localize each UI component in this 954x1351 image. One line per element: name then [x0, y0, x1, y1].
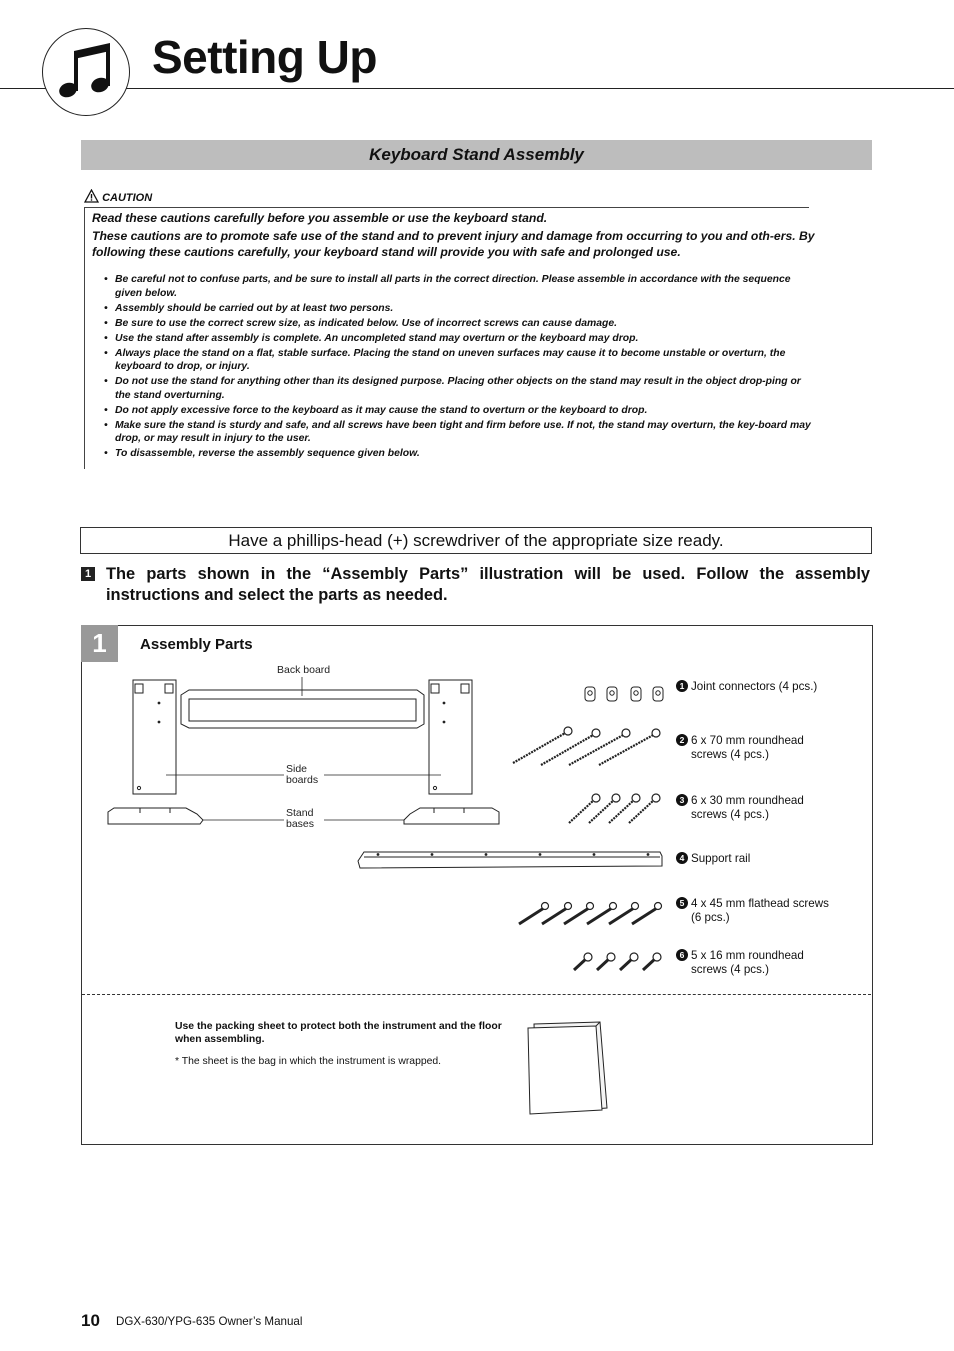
packing-subnote: * The sheet is the bag in which the instrument is wrapped.: [175, 1056, 442, 1067]
part-number: 5: [676, 897, 688, 909]
part-item: [676, 949, 804, 977]
caution-item: • Make sure the stand is sturdy and safe, and all screws have been tight and firm before use. If not, the stand may overturn, the key-board may drop, or may result in injury to the user.: [104, 419, 819, 446]
caution-item: • Be sure to use the correct screw size, as indicated below. Use of incorrect screws can cause damage.: [104, 317, 819, 331]
step-text: The parts shown in the “Assembly Parts” illustration will be used. Follow the assembly instructions and select the parts as needed.: [106, 565, 870, 604]
page-number: 10: [81, 1311, 100, 1330]
caution-item: • Use the stand after assembly is complete. An uncompleted stand may overturn or the keyboard may drop.: [104, 332, 819, 346]
part-name: 6 x 70 mm roundhead: [691, 734, 804, 747]
figure-number: 1: [81, 625, 118, 662]
caution-intro-2: These cautions are to promote safe use of the stand and to prevent injury and damage from occurring to you and oth-ers. By following these cautions carefully, your keyboard stand will provide you with safe and prolonged use.: [92, 229, 815, 259]
screws-30mm-illustration: [569, 800, 654, 823]
step-number: 1: [81, 567, 95, 581]
part-name: Joint connectors (4 pcs.): [691, 680, 818, 693]
part-number: 2: [676, 734, 688, 746]
label-side-boards-line2: boards: [286, 774, 319, 786]
part-name: 6 x 30 mm roundhead: [691, 794, 804, 807]
packing-note: Use the packing sheet to protect both the instrument and the floor when assembling.: [175, 1021, 502, 1045]
caution-item: • Do not apply excessive force to the keyboard as it may cause the stand to overturn or the keyboard to drop.: [104, 404, 819, 418]
screws-45mm-illustration: [519, 908, 657, 924]
side-board-left-illustration: [133, 680, 176, 794]
label-stand-bases-line2: bases: [286, 818, 315, 830]
part-name-line2: (6 pcs.): [691, 911, 730, 924]
part-name-line2: screws (4 pcs.): [691, 808, 769, 821]
label-stand-bases-line1: Stand: [286, 807, 314, 819]
dashed-divider: [82, 994, 871, 995]
back-board-illustration: [181, 690, 424, 728]
caution-intro-1: Read these cautions carefully before you assemble or use the keyboard stand.: [92, 211, 548, 225]
footer-manual-title: DGX-630/YPG-635 Owner’s Manual: [116, 1315, 303, 1328]
part-name: 5 x 16 mm roundhead: [691, 949, 804, 962]
joint-connectors-illustration: [585, 687, 663, 701]
caution-label: CAUTION: [102, 192, 153, 204]
part-name-line2: screws (4 pcs.): [691, 963, 769, 976]
figure-title: Assembly Parts: [140, 636, 253, 653]
part-name: Support rail: [691, 852, 751, 865]
stand-base-right-illustration: [404, 808, 499, 824]
caution-item: • To disassemble, reverse the assembly sequence given below.: [104, 447, 819, 461]
part-item: [676, 897, 829, 925]
screw-heads-45mm: [542, 903, 662, 910]
support-rail-illustration: [358, 852, 662, 868]
screw-heads-70mm: [564, 727, 660, 737]
part-number: 4: [676, 852, 688, 864]
page-title: Setting Up: [152, 31, 377, 83]
part-number: 1: [676, 680, 688, 692]
part-item: [676, 794, 804, 822]
label-back-board: Back board: [277, 664, 331, 676]
screw-heads-30mm: [592, 794, 660, 802]
part-number: 3: [676, 794, 688, 806]
part-item: [676, 852, 750, 866]
caution-item: • Always place the stand on a flat, stable surface. Placing the stand on uneven surfaces may cause it to become unstable or overturn, the keyboard to drop, or injury.: [104, 347, 819, 374]
screws-70mm-illustration: [513, 732, 655, 765]
part-name-line2: screws (4 pcs.): [691, 748, 769, 761]
screw-heads-16mm: [584, 953, 661, 961]
label-side-boards-line1: Side: [286, 763, 308, 775]
part-item: [676, 680, 817, 694]
part-name: 4 x 45 mm flathead screws: [691, 897, 829, 910]
tools-note: Have a phillips-head (+) screwdriver of the appropriate size ready.: [80, 527, 872, 554]
packing-sheet-illustration: [528, 1022, 607, 1114]
part-item: [676, 734, 804, 762]
section-title: Keyboard Stand Assembly: [369, 145, 584, 164]
caution-item: • Do not use the stand for anything other than its designed purpose. Placing other objects on the stand may result in the object drop-ping or the stand overturning.: [104, 375, 819, 402]
caution-item: • Assembly should be carried out by at least two persons.: [104, 302, 819, 316]
part-number: 6: [676, 949, 688, 961]
caution-item: • Be careful not to confuse parts, and be sure to install all parts in the correct direction. Please assemble in accordance with the sequence given below.: [104, 273, 819, 300]
stand-base-left-illustration: [108, 808, 203, 824]
side-board-right-illustration: [429, 680, 472, 794]
